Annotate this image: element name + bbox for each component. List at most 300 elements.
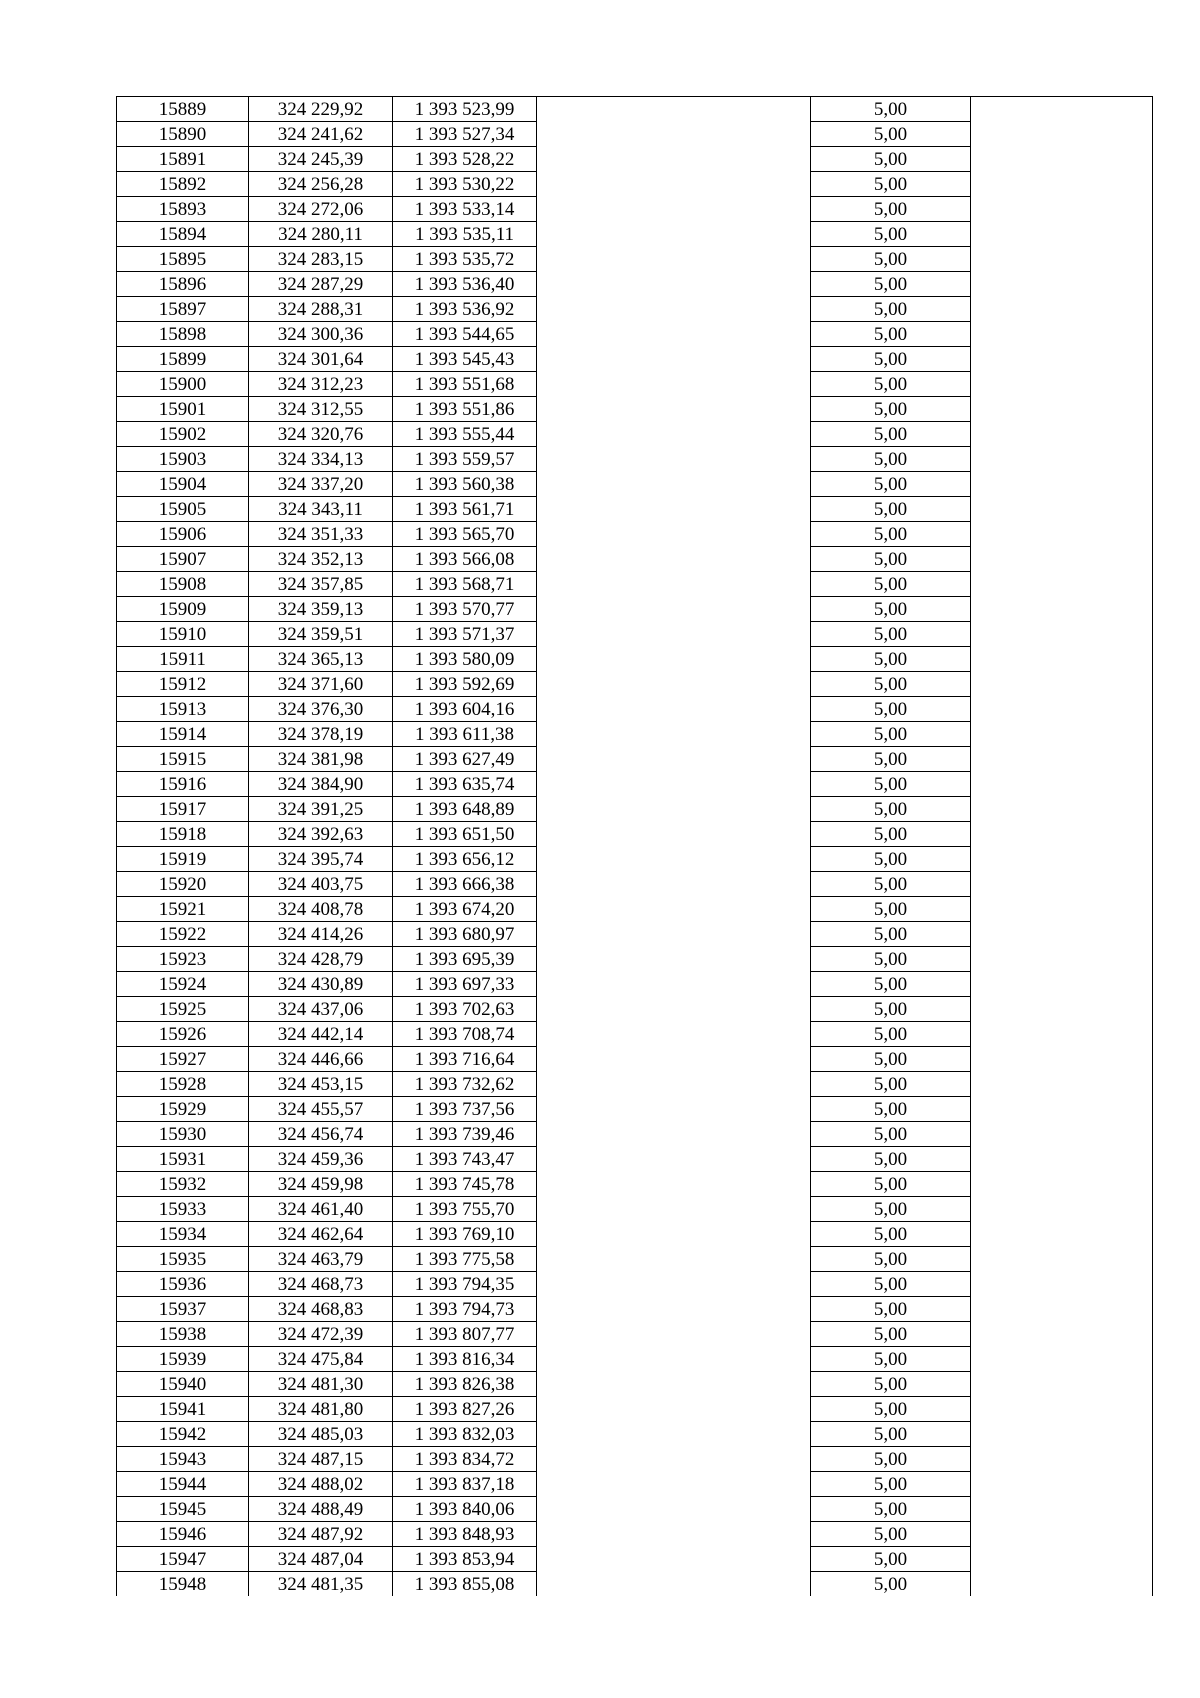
x-coordinate-cell: 324 437,06 (249, 997, 393, 1022)
x-coordinate-cell: 324 468,73 (249, 1272, 393, 1297)
x-coordinate-cell: 324 272,06 (249, 197, 393, 222)
y-coordinate-cell: 1 393 737,56 (393, 1097, 537, 1122)
value-cell: 5,00 (811, 647, 971, 672)
table-row (117, 347, 1153, 372)
empty-cell (971, 797, 1153, 822)
y-coordinate-cell: 1 393 551,68 (393, 372, 537, 397)
point-number-cell: 15941 (117, 1397, 249, 1422)
y-coordinate-cell: 1 393 855,08 (393, 1572, 537, 1597)
y-coordinate-cell: 1 393 732,62 (393, 1072, 537, 1097)
point-number-cell: 15892 (117, 172, 249, 197)
y-coordinate-cell: 1 393 827,26 (393, 1397, 537, 1422)
y-coordinate-cell: 1 393 580,09 (393, 647, 537, 672)
y-coordinate-cell: 1 393 536,92 (393, 297, 537, 322)
x-coordinate-cell: 324 371,60 (249, 672, 393, 697)
x-coordinate-cell: 324 245,39 (249, 147, 393, 172)
point-number-cell: 15903 (117, 447, 249, 472)
table-row (117, 447, 1153, 472)
x-coordinate-cell: 324 459,36 (249, 1147, 393, 1172)
x-coordinate-cell: 324 485,03 (249, 1422, 393, 1447)
point-number-cell: 15922 (117, 922, 249, 947)
value-cell: 5,00 (811, 1272, 971, 1297)
value-cell: 5,00 (811, 1047, 971, 1072)
empty-cell (537, 497, 811, 522)
empty-cell (971, 1347, 1153, 1372)
empty-cell (971, 522, 1153, 547)
value-cell: 5,00 (811, 297, 971, 322)
empty-cell (971, 272, 1153, 297)
x-coordinate-cell: 324 462,64 (249, 1222, 393, 1247)
empty-cell (537, 222, 811, 247)
value-cell: 5,00 (811, 1322, 971, 1347)
x-coordinate-cell: 324 461,40 (249, 1197, 393, 1222)
x-coordinate-cell: 324 352,13 (249, 547, 393, 572)
table-row (117, 572, 1153, 597)
y-coordinate-cell: 1 393 530,22 (393, 172, 537, 197)
table-row (117, 497, 1153, 522)
x-coordinate-cell: 324 459,98 (249, 1172, 393, 1197)
empty-cell (971, 647, 1153, 672)
x-coordinate-cell: 324 487,04 (249, 1547, 393, 1572)
table-row (117, 772, 1153, 797)
empty-cell (971, 1497, 1153, 1522)
point-number-cell: 15909 (117, 597, 249, 622)
value-cell: 5,00 (811, 1247, 971, 1272)
empty-cell (537, 347, 811, 372)
empty-cell (971, 197, 1153, 222)
point-number-cell: 15924 (117, 972, 249, 997)
x-coordinate-cell: 324 428,79 (249, 947, 393, 972)
table-row (117, 972, 1153, 997)
table-row (117, 472, 1153, 497)
y-coordinate-cell: 1 393 755,70 (393, 1197, 537, 1222)
value-cell: 5,00 (811, 972, 971, 997)
table-row (117, 897, 1153, 922)
y-coordinate-cell: 1 393 651,50 (393, 822, 537, 847)
table-row (117, 222, 1153, 247)
empty-cell (537, 1547, 811, 1572)
y-coordinate-cell: 1 393 745,78 (393, 1172, 537, 1197)
x-coordinate-cell: 324 343,11 (249, 497, 393, 522)
value-cell: 5,00 (811, 1497, 971, 1522)
point-number-cell: 15925 (117, 997, 249, 1022)
empty-cell (537, 1022, 811, 1047)
empty-cell (537, 672, 811, 697)
table-row (117, 1247, 1153, 1272)
y-coordinate-cell: 1 393 536,40 (393, 272, 537, 297)
empty-cell (971, 122, 1153, 147)
value-cell: 5,00 (811, 372, 971, 397)
empty-cell (537, 1272, 811, 1297)
x-coordinate-cell: 324 446,66 (249, 1047, 393, 1072)
value-cell: 5,00 (811, 1172, 971, 1197)
empty-cell (971, 1572, 1153, 1597)
table-row (117, 1097, 1153, 1122)
table-row (117, 1172, 1153, 1197)
point-number-cell: 15907 (117, 547, 249, 572)
table-row (117, 172, 1153, 197)
empty-cell (971, 297, 1153, 322)
y-coordinate-cell: 1 393 565,70 (393, 522, 537, 547)
value-cell: 5,00 (811, 222, 971, 247)
value-cell: 5,00 (811, 722, 971, 747)
y-coordinate-cell: 1 393 834,72 (393, 1447, 537, 1472)
x-coordinate-cell: 324 381,98 (249, 747, 393, 772)
table-row (117, 1147, 1153, 1172)
empty-cell (971, 1447, 1153, 1472)
table-row (117, 1547, 1153, 1572)
point-number-cell: 15914 (117, 722, 249, 747)
x-coordinate-cell: 324 408,78 (249, 897, 393, 922)
y-coordinate-cell: 1 393 527,34 (393, 122, 537, 147)
point-number-cell: 15938 (117, 1322, 249, 1347)
point-number-cell: 15917 (117, 797, 249, 822)
y-coordinate-cell: 1 393 559,57 (393, 447, 537, 472)
point-number-cell: 15921 (117, 897, 249, 922)
value-cell: 5,00 (811, 622, 971, 647)
y-coordinate-cell: 1 393 794,73 (393, 1297, 537, 1322)
value-cell: 5,00 (811, 247, 971, 272)
point-number-cell: 15919 (117, 847, 249, 872)
y-coordinate-cell: 1 393 627,49 (393, 747, 537, 772)
table-row (117, 1497, 1153, 1522)
point-number-cell: 15894 (117, 222, 249, 247)
empty-cell (971, 1547, 1153, 1572)
value-cell: 5,00 (811, 697, 971, 722)
point-number-cell: 15928 (117, 1072, 249, 1097)
x-coordinate-cell: 324 256,28 (249, 172, 393, 197)
empty-cell (971, 1422, 1153, 1447)
table-row (117, 1472, 1153, 1497)
table-row (117, 997, 1153, 1022)
value-cell: 5,00 (811, 1372, 971, 1397)
empty-cell (537, 922, 811, 947)
x-coordinate-cell: 324 359,13 (249, 597, 393, 622)
empty-cell (537, 722, 811, 747)
empty-cell (537, 1422, 811, 1447)
table-row (117, 847, 1153, 872)
table-row (117, 922, 1153, 947)
point-number-cell: 15890 (117, 122, 249, 147)
empty-cell (971, 1372, 1153, 1397)
empty-cell (971, 1222, 1153, 1247)
point-number-cell: 15932 (117, 1172, 249, 1197)
value-cell: 5,00 (811, 1097, 971, 1122)
y-coordinate-cell: 1 393 544,65 (393, 322, 537, 347)
y-coordinate-cell: 1 393 853,94 (393, 1547, 537, 1572)
table-row (117, 1122, 1153, 1147)
table-row (117, 1297, 1153, 1322)
x-coordinate-cell: 324 481,30 (249, 1372, 393, 1397)
value-cell: 5,00 (811, 1572, 971, 1597)
empty-cell (537, 997, 811, 1022)
x-coordinate-cell: 324 475,84 (249, 1347, 393, 1372)
empty-cell (537, 197, 811, 222)
empty-cell (971, 847, 1153, 872)
x-coordinate-cell: 324 456,74 (249, 1122, 393, 1147)
value-cell: 5,00 (811, 872, 971, 897)
table-row (117, 197, 1153, 222)
y-coordinate-cell: 1 393 555,44 (393, 422, 537, 447)
empty-cell (971, 422, 1153, 447)
table-body (117, 97, 1153, 1597)
value-cell: 5,00 (811, 897, 971, 922)
point-number-cell: 15912 (117, 672, 249, 697)
table-row (117, 1347, 1153, 1372)
table-row (117, 722, 1153, 747)
x-coordinate-cell: 324 488,02 (249, 1472, 393, 1497)
empty-cell (971, 872, 1153, 897)
point-number-cell: 15913 (117, 697, 249, 722)
y-coordinate-cell: 1 393 551,86 (393, 397, 537, 422)
y-coordinate-cell: 1 393 739,46 (393, 1122, 537, 1147)
x-coordinate-cell: 324 384,90 (249, 772, 393, 797)
empty-cell (971, 1147, 1153, 1172)
y-coordinate-cell: 1 393 571,37 (393, 622, 537, 647)
y-coordinate-cell: 1 393 561,71 (393, 497, 537, 522)
value-cell: 5,00 (811, 1297, 971, 1322)
empty-cell (537, 1122, 811, 1147)
y-coordinate-cell: 1 393 695,39 (393, 947, 537, 972)
empty-cell (537, 1322, 811, 1347)
empty-cell (537, 1347, 811, 1372)
point-number-cell: 15936 (117, 1272, 249, 1297)
y-coordinate-cell: 1 393 535,11 (393, 222, 537, 247)
x-coordinate-cell: 324 229,92 (249, 97, 393, 122)
x-coordinate-cell: 324 468,83 (249, 1297, 393, 1322)
point-number-cell: 15895 (117, 247, 249, 272)
point-number-cell: 15920 (117, 872, 249, 897)
empty-cell (537, 522, 811, 547)
x-coordinate-cell: 324 481,35 (249, 1572, 393, 1597)
y-coordinate-cell: 1 393 535,72 (393, 247, 537, 272)
value-cell: 5,00 (811, 1422, 971, 1447)
point-number-cell: 15926 (117, 1022, 249, 1047)
empty-cell (971, 1397, 1153, 1422)
point-number-cell: 15889 (117, 97, 249, 122)
y-coordinate-cell: 1 393 837,18 (393, 1472, 537, 1497)
x-coordinate-cell: 324 280,11 (249, 222, 393, 247)
empty-cell (537, 297, 811, 322)
x-coordinate-cell: 324 357,85 (249, 572, 393, 597)
point-number-cell: 15896 (117, 272, 249, 297)
empty-cell (537, 472, 811, 497)
empty-cell (537, 1072, 811, 1097)
table-row (117, 1422, 1153, 1447)
point-number-cell: 15942 (117, 1422, 249, 1447)
table-row (117, 1272, 1153, 1297)
empty-cell (537, 1222, 811, 1247)
empty-cell (537, 1247, 811, 1272)
x-coordinate-cell: 324 288,31 (249, 297, 393, 322)
empty-cell (537, 772, 811, 797)
empty-cell (537, 822, 811, 847)
value-cell: 5,00 (811, 397, 971, 422)
x-coordinate-cell: 324 414,26 (249, 922, 393, 947)
empty-cell (537, 422, 811, 447)
empty-cell (971, 1297, 1153, 1322)
x-coordinate-cell: 324 395,74 (249, 847, 393, 872)
point-number-cell: 15901 (117, 397, 249, 422)
empty-cell (971, 1197, 1153, 1222)
table-row (117, 697, 1153, 722)
y-coordinate-cell: 1 393 702,63 (393, 997, 537, 1022)
y-coordinate-cell: 1 393 635,74 (393, 772, 537, 797)
empty-cell (537, 847, 811, 872)
y-coordinate-cell: 1 393 560,38 (393, 472, 537, 497)
y-coordinate-cell: 1 393 840,06 (393, 1497, 537, 1522)
point-number-cell: 15940 (117, 1372, 249, 1397)
table-row (117, 647, 1153, 672)
empty-cell (971, 372, 1153, 397)
point-number-cell: 15905 (117, 497, 249, 522)
value-cell: 5,00 (811, 1022, 971, 1047)
value-cell: 5,00 (811, 847, 971, 872)
x-coordinate-cell: 324 241,62 (249, 122, 393, 147)
empty-cell (971, 1322, 1153, 1347)
empty-cell (537, 1397, 811, 1422)
empty-cell (537, 122, 811, 147)
empty-cell (537, 597, 811, 622)
table-row (117, 797, 1153, 822)
empty-cell (971, 1522, 1153, 1547)
y-coordinate-cell: 1 393 674,20 (393, 897, 537, 922)
y-coordinate-cell: 1 393 680,97 (393, 922, 537, 947)
value-cell: 5,00 (811, 147, 971, 172)
y-coordinate-cell: 1 393 775,58 (393, 1247, 537, 1272)
empty-cell (971, 597, 1153, 622)
empty-cell (537, 647, 811, 672)
value-cell: 5,00 (811, 547, 971, 572)
y-coordinate-cell: 1 393 568,71 (393, 572, 537, 597)
empty-cell (971, 1022, 1153, 1047)
empty-cell (537, 622, 811, 647)
x-coordinate-cell: 324 487,15 (249, 1447, 393, 1472)
value-cell: 5,00 (811, 272, 971, 297)
value-cell: 5,00 (811, 197, 971, 222)
x-coordinate-cell: 324 472,39 (249, 1322, 393, 1347)
point-number-cell: 15902 (117, 422, 249, 447)
value-cell: 5,00 (811, 1547, 971, 1572)
empty-cell (971, 1172, 1153, 1197)
table-row (117, 422, 1153, 447)
empty-cell (537, 1472, 811, 1497)
value-cell: 5,00 (811, 1072, 971, 1097)
x-coordinate-cell: 324 320,76 (249, 422, 393, 447)
value-cell: 5,00 (811, 672, 971, 697)
empty-cell (537, 797, 811, 822)
point-number-cell: 15935 (117, 1247, 249, 1272)
empty-cell (537, 447, 811, 472)
point-number-cell: 15899 (117, 347, 249, 372)
empty-cell (971, 172, 1153, 197)
point-number-cell: 15915 (117, 747, 249, 772)
y-coordinate-cell: 1 393 592,69 (393, 672, 537, 697)
empty-cell (971, 1122, 1153, 1147)
empty-cell (537, 1172, 811, 1197)
point-number-cell: 15900 (117, 372, 249, 397)
empty-cell (537, 372, 811, 397)
point-number-cell: 15933 (117, 1197, 249, 1222)
empty-cell (537, 247, 811, 272)
empty-cell (971, 897, 1153, 922)
empty-cell (971, 697, 1153, 722)
point-number-cell: 15910 (117, 622, 249, 647)
value-cell: 5,00 (811, 447, 971, 472)
point-number-cell: 15927 (117, 1047, 249, 1072)
empty-cell (537, 172, 811, 197)
point-number-cell: 15893 (117, 197, 249, 222)
empty-cell (537, 97, 811, 122)
y-coordinate-cell: 1 393 697,33 (393, 972, 537, 997)
point-number-cell: 15923 (117, 947, 249, 972)
empty-cell (971, 672, 1153, 697)
empty-cell (537, 1047, 811, 1072)
empty-cell (971, 497, 1153, 522)
table-row (117, 522, 1153, 547)
empty-cell (537, 1197, 811, 1222)
point-number-cell: 15943 (117, 1447, 249, 1472)
y-coordinate-cell: 1 393 566,08 (393, 547, 537, 572)
empty-cell (537, 572, 811, 597)
y-coordinate-cell: 1 393 611,38 (393, 722, 537, 747)
empty-cell (537, 1097, 811, 1122)
table-row (117, 272, 1153, 297)
y-coordinate-cell: 1 393 528,22 (393, 147, 537, 172)
table-row (117, 547, 1153, 572)
x-coordinate-cell: 324 334,13 (249, 447, 393, 472)
table-row (117, 1322, 1153, 1347)
empty-cell (537, 947, 811, 972)
empty-cell (971, 247, 1153, 272)
empty-cell (971, 922, 1153, 947)
y-coordinate-cell: 1 393 523,99 (393, 97, 537, 122)
empty-cell (537, 1147, 811, 1172)
value-cell: 5,00 (811, 747, 971, 772)
value-cell: 5,00 (811, 1472, 971, 1497)
x-coordinate-cell: 324 403,75 (249, 872, 393, 897)
empty-cell (537, 1522, 811, 1547)
point-number-cell: 15934 (117, 1222, 249, 1247)
value-cell: 5,00 (811, 1347, 971, 1372)
value-cell: 5,00 (811, 172, 971, 197)
empty-cell (971, 347, 1153, 372)
value-cell: 5,00 (811, 947, 971, 972)
y-coordinate-cell: 1 393 743,47 (393, 1147, 537, 1172)
x-coordinate-cell: 324 283,15 (249, 247, 393, 272)
value-cell: 5,00 (811, 772, 971, 797)
empty-cell (971, 147, 1153, 172)
empty-cell (537, 1372, 811, 1397)
empty-cell (971, 722, 1153, 747)
x-coordinate-cell: 324 392,63 (249, 822, 393, 847)
y-coordinate-cell: 1 393 848,93 (393, 1522, 537, 1547)
value-cell: 5,00 (811, 1447, 971, 1472)
y-coordinate-cell: 1 393 807,77 (393, 1322, 537, 1347)
table-row (117, 397, 1153, 422)
empty-cell (971, 397, 1153, 422)
y-coordinate-cell: 1 393 708,74 (393, 1022, 537, 1047)
y-coordinate-cell: 1 393 794,35 (393, 1272, 537, 1297)
x-coordinate-cell: 324 300,36 (249, 322, 393, 347)
point-number-cell: 15945 (117, 1497, 249, 1522)
table-row (117, 822, 1153, 847)
empty-cell (537, 1572, 811, 1597)
value-cell: 5,00 (811, 1122, 971, 1147)
x-coordinate-cell: 324 301,64 (249, 347, 393, 372)
table-row (117, 372, 1153, 397)
empty-cell (971, 747, 1153, 772)
